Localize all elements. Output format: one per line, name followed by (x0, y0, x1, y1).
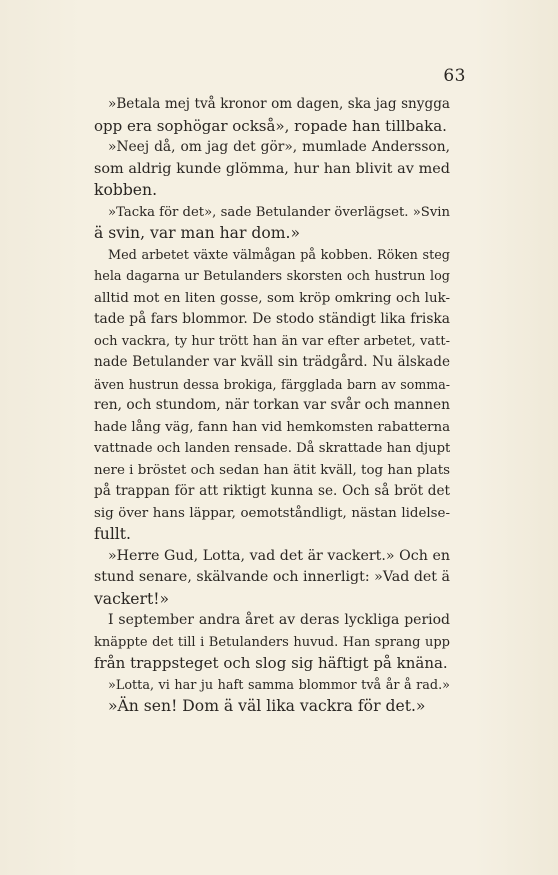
text-line: »Neej då, om jag det gör», mumlade Andersson, (108, 139, 450, 155)
text-line: nade Betulander var kväll sin trädgård. Nu älskade (94, 354, 450, 370)
page-number: 63 (443, 66, 466, 86)
text-line: Med arbetet växte välmågan på kobben. Röken steg (108, 247, 450, 263)
text-line: »Lotta, vi har ju haft samma blommor två år å rad.» (108, 677, 450, 693)
text-line: kobben. (94, 181, 158, 199)
text-line: sig över hans läppar, oemotståndligt, nästan lidelse- (94, 505, 450, 521)
text-line: opp era sophögar också», ropade han tillbaka. (94, 116, 447, 135)
text-line: fullt. (94, 525, 132, 543)
text-line: från trappsteget och slog sig häftigt på knäna. (94, 654, 448, 672)
text-line: »Herre Gud, Lotta, vad det är vackert.» Och en (108, 547, 450, 564)
text-line: »Än sen! Dom ä väl lika vackra för det.» (108, 697, 426, 715)
text-line: även hustrun dessa brokiga, färgglada barn av somma- (94, 376, 450, 392)
text-line: nere i bröstet och sedan han ätit kväll, tog han plats (94, 462, 450, 478)
text-line: »Tacka för det», sade Betulander överlägset. »Svin (108, 204, 450, 220)
text-line: hela dagarna ur Betulanders skorsten och hustrun log (94, 269, 450, 284)
text-line: vattnade och landen rensade. Då skrattade han djupt (94, 441, 450, 456)
text-line: vackert!» (94, 589, 170, 608)
text-line: och vackra, ty hur trött han än var efter arbetet, vatt- (94, 333, 450, 349)
text-line: på trappan för att riktigt kunna se. Och så bröt det (94, 483, 450, 499)
text-line: »Betala mej två kronor om dagen, ska jag snygga (108, 96, 450, 112)
text-line: I september andra året av deras lyckliga period (108, 612, 450, 628)
text-line: ä svin, var man har dom.» (94, 224, 301, 242)
text-line: ren, och stundom, när torkan var svår och mannen (94, 397, 450, 413)
body-text (94, 94, 450, 718)
text-line: knäppte det till i Betulanders huvud. Han sprang upp (94, 634, 450, 650)
text-line: tade på fars blommor. De stodo ständigt lika friska (94, 311, 450, 327)
text-line: som aldrig kunde glömma, hur han blivit av med (94, 160, 450, 177)
text-line: alltid mot en liten gosse, som kröp omkring och luk- (94, 290, 450, 306)
text-line: stund senare, skälvande och innerligt: »Vad det ä (94, 569, 450, 585)
text-line: hade lång väg, fann han vid hemkomsten rabatterna (94, 419, 450, 435)
